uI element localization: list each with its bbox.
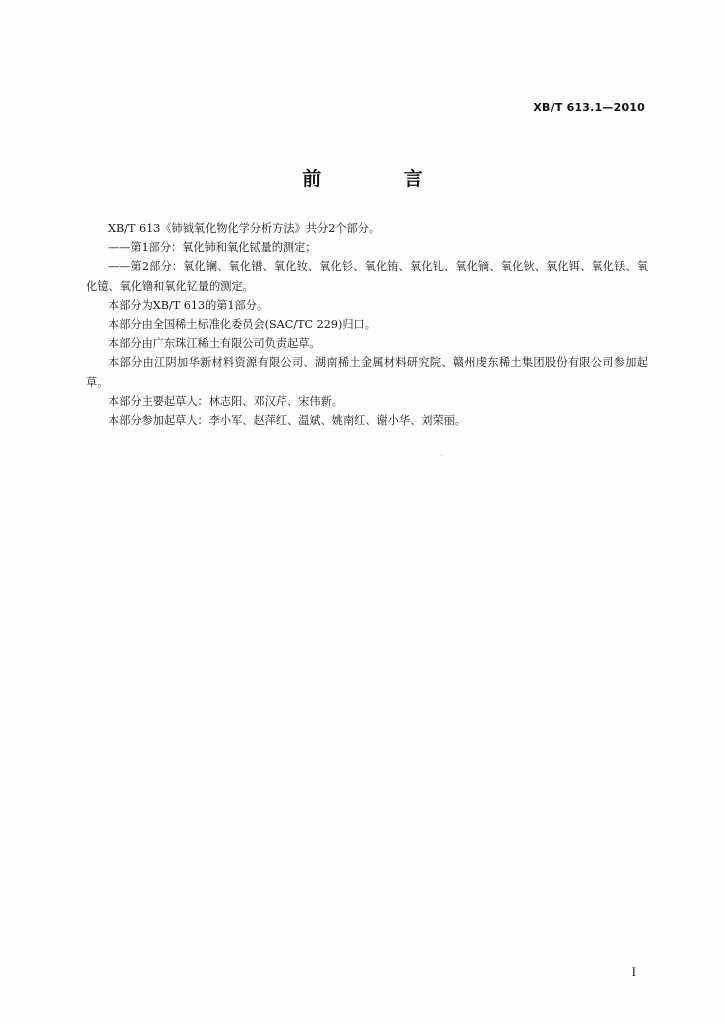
paragraph-part-2: ——第2部分：氧化镧、氧化镨、氧化钕、氧化钐、氧化铕、氧化钆、氧化镝、氧化钬、氧化铒、氧化铥、氧化镱、氧化镥和氧化钇量的测定。 bbox=[86, 260, 648, 293]
paragraph-main-drafters: 本部分主要起草人：林志阳、邓汉芹、宋伟新。 bbox=[108, 394, 343, 408]
paragraph-part-statement: 本部分为XB/T 613的第1部分。 bbox=[108, 298, 269, 312]
paragraph-participating-drafters: 本部分参加起草人：李小军、赵萍红、温斌、姚南红、谢小华、刘荣丽。 bbox=[108, 414, 467, 428]
paragraph-drafting-org: 本部分由广东珠江稀土有限公司负责起草。 bbox=[108, 337, 321, 351]
paragraph-participating-orgs: 本部分由江阴加华新材料资源有限公司、湖南稀土金属材料研究院、赣州虔东稀土集团股份有限公司参加起草。 bbox=[86, 356, 648, 389]
foreword-body bbox=[86, 219, 648, 430]
paragraph-committee: 本部分由全国稀土标准化委员会(SAC/TC 229)归口。 bbox=[108, 318, 376, 332]
page-number: I bbox=[631, 964, 636, 979]
page-title: 前 言 bbox=[302, 168, 461, 190]
paragraph-intro: XB/T 613《铈钺氧化物化学分析方法》共分2个部分。 bbox=[108, 222, 381, 235]
paragraph-part-1: ——第1部分：氧化铈和氧化铽量的测定； bbox=[108, 241, 317, 255]
standard-code: XB/T 613.1—2010 bbox=[533, 101, 645, 114]
scan-speck bbox=[441, 455, 442, 456]
